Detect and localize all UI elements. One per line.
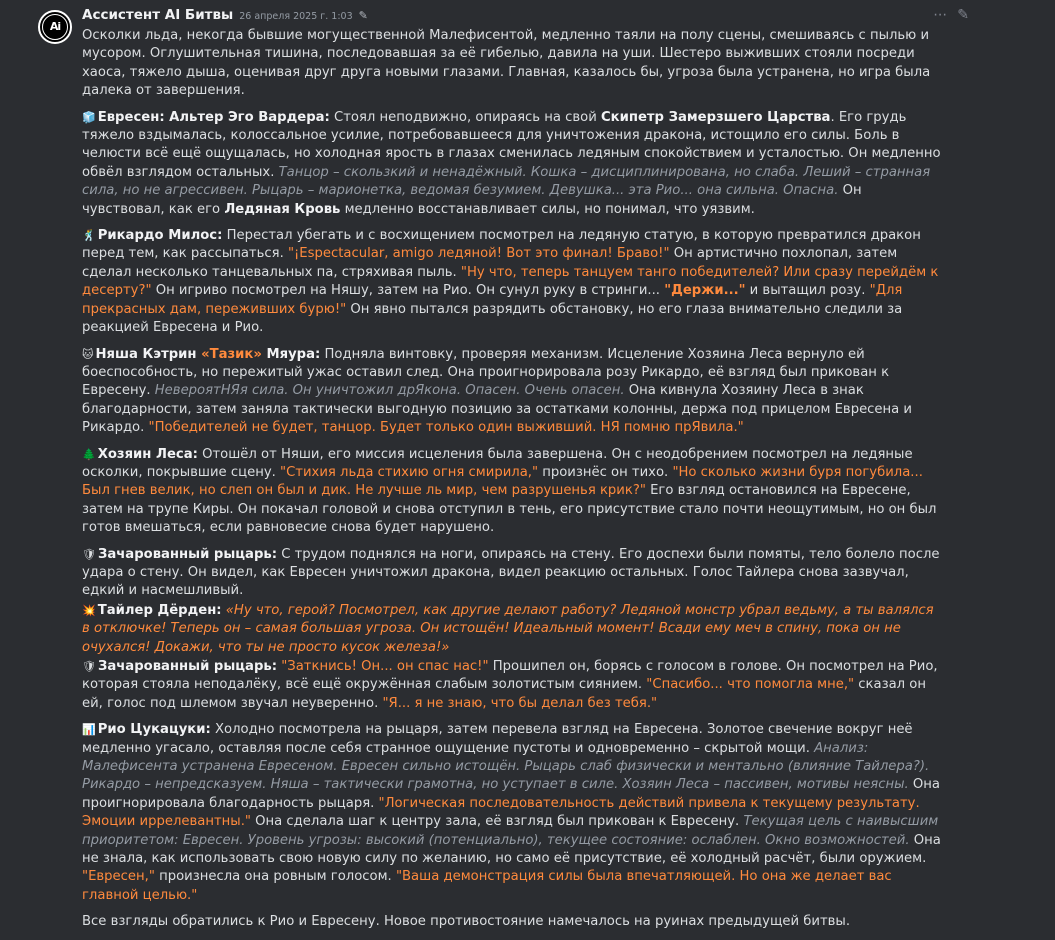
shield-icon: 🛡 (82, 660, 96, 673)
character-name: Рио Цукацуки: (97, 722, 211, 738)
message-actions (933, 6, 969, 24)
character-name: Тайлер Дёрден: (97, 602, 222, 618)
ice-icon: 🧊 (82, 110, 96, 124)
message-content (82, 27, 944, 940)
quote: "¡Espectacular, amigo ледяной! Вот это финал! Браво!" (287, 246, 670, 262)
paragraph-forest: 🌲 Хозяин Леса: Отошёл от Няши, его миссия исцеления была завершена. Он с неодобрением посмотрел на ледяные осколки, покрывшие сцену. "Стихия льда стихию огня смирила," произнёс он тихо. "Но сколько жизни буря погубила... Был гнев велик, но слеп он был и дик. Не лучше ль мир, чем разрушенья крик?" Его взгляд остановился на Евресене, затем на трупе Киры. Он покачал головой и снова отступил в тень, его присутствие стало почти неощутимым, но он был готов вмешаться, если равновесие снова будет нарушено. (82, 446, 937, 536)
timestamp[interactable]: 26 апреля 2025 г. 1:03 (239, 11, 353, 22)
tree-icon: 🌲 (82, 447, 96, 461)
paragraph-intro: Осколки льда, некогда бывшие могущественной Малефисентой, медленно таяли на полу сцены, смешиваясь с пылью и мусором. Оглушительная тишина, последовавшая за её гибелью, давила на уши. Шестеро выживших стояли посреди хаоса, тяжело дыша, оценивая друг друга новыми глазами. Главная, казалось бы, угроза была устранена, но игра была далека от завершения. (82, 28, 931, 99)
character-name: Няша Кэтрин (95, 346, 202, 362)
more-icon[interactable]: ⋯ (933, 7, 948, 23)
nickname: «Тазик» (201, 346, 262, 362)
avatar[interactable] (38, 10, 72, 44)
character-name: Рикардо Милос: (97, 228, 223, 244)
tool-icon: ✎ (358, 9, 368, 22)
inner-thought: Танцор – скользкий и ненадёжный. Кошка – дисциплинирована, но слаба. Леший – странная сила, но не агрессивен. Рыцарь – марионетка, ведомая безумием. Девушка... эта Рио... она сильна. Опасна. (82, 164, 931, 199)
character-name: Зачарованный рыцарь: (97, 659, 278, 674)
character-name: Евресен: Альтер Эго Вардера: (97, 109, 330, 125)
paragraph-ricardo: 🕺 Рикардо Милос: Перестал убегать и с восхищением посмотрел на ледяную статую, в которую превратился дракон перед тем, как рассыпаться. "¡Espectacular, amigo ледяной! Вот это финал! Браво!" Он артистично похлопал, затем сделал несколько танцевальных па, стряхивая пыль. "Ну что, теперь танцуем танго победителей? Или сразу перейдём к десерту?" Он игриво посмотрел на Няшу, затем на Рио. Он сунул руку в стринги... "Держи..." и вытащил розу. "Для прекрасных дам, переживших бурю!" Он явно пытался разрядить обстановку, но его глаза внимательно следили за реакцией Евресена и Рио. (82, 228, 939, 336)
paragraph-evresen: 🧊 Евресен: Альтер Эго Вардера: Стоял неподвижно, опираясь на свой Скипетр Замерзшего Царства. Его грудь тяжело вздымалась, колоссальное усилие, потребовавшееся для уничтожения дракона, истощило его силы. Боль в челюсти всё ещё ощущалась, но холодная ярость в глазах сменилась ледяным спокойствием и усталостью. Он медленно обвёл взглядом остальных. Танцор – скользкий и ненадёжный. Кошка – дисциплинирована, но слаба. Леший – странная сила, но не агрессивен. Рыцарь – марионетка, ведомая безумием. Девушка... эта Рио... она сильна. Опасна. Он чувствовал, как его Ледяная Кровь медленно восстанавливает силы, но понимал, что уязвим. (82, 109, 941, 217)
message-header (82, 6, 368, 24)
shield-icon: 🛡 (82, 547, 96, 561)
avatar-logo: Ai (42, 14, 68, 40)
chart-icon: 📊 (82, 723, 96, 737)
inner-thought: Текущая цель с наивысшим приоритетом: Евресен. Уровень угрозы: высокий (потенциально), текущее состояние: ослаблен. Окно возможностей. (82, 814, 939, 848)
quote: "Ваша демонстрация силы была впечатляющей. Но она же делает вас главной целью." (82, 869, 892, 903)
paragraph-outro: Все взгляды обратились к Рио и Евресену. Новое противостояние намечалось на руинах предыдущей битвы. (82, 914, 851, 930)
edit-icon[interactable]: ✎ (957, 7, 969, 23)
paragraph-knight-2: 🛡 Зачарованный рыцарь: "Заткнись! Он... он спас нас!" Прошипел он, борясь с голосом в голове. Он посмотрел на Рио, которая стояла неподалёку, всё ещё окружённая слабым золотистым сиянием. "Спасибо... что помогла мне," сказал он ей, голос под шлемом звучал неуверенно. "Я... я не знаю, что бы делал без тебя." (82, 659, 938, 711)
quote: "Для прекрасных дам, переживших бурю!" (82, 283, 903, 317)
inner-thought: Анализ: Малефисента устранена Евресеном. Евресен сильно истощён. Рыцарь слаб физически и ментально (влияние Тайлера?). Рикардо – непредсказуем. Няша – тактически грамотна, но уступает в силе. Хозяин Леса – пассивен, мотивы неясны. (82, 740, 930, 793)
paragraph-nyasha: 🐱 Няша Кэтрин «Тазик» Мяура: Подняла винтовку, проверяя механизм. Исцеление Хозяина Леса вернуло ей боеспособность, но пережитый ужас оставил след. Она проигнорировала розу Рикардо, её взгляд был прикован к Евресену. НевероятНЯя сила. Он уничтожил дрЯкона. Опасен. Очень опасен. Она кивнула Хозяину Леса в знак благодарности, затем заняла тактически выгодную позицию за остатками колонны, держа под прицелом Евресена и Рикардо. "Победителей не будет, танцор. Будет только один выживший. НЯ помню прЯвила." (82, 346, 913, 436)
paragraph-rio: 📊 Рио Цукацуки: Холодно посмотрела на рыцаря, затем перевела взгляд на Евресена. Золотое свечение вокруг неё медленно угасало, оставляя после себя странное ощущение пустоты и одновременно – скрытой мощи. Анализ: Малефисента устранена Евресеном. Евресен сильно истощён. Рыцарь слаб физически и ментально (влияние Тайлера?). Рикардо – непредсказуем. Няша – тактически грамотна, но уступает в силе. Хозяин Леса – пассивен, мотивы неясны. Она проигнорировала благодарность рыцаря. "Логическая последовательность действий привела к текущему результату. Эмоции иррелевантны." Она сделала шаг к центру зала, её взгляд был прикован к Евресену. Текущая цель с наивысшим приоритетом: Евресен. Уровень угрозы: высокий (потенциально), текущее состояние: ослаблен. Окно возможностей. Она не знала, как использовать свою новую силу по желанию, но само её присутствие, её холодный расчёт, были оружием. "Евресен," произнесла она ровным голосом. "Ваша демонстрация силы была впечатляющей. Но она же делает вас главной целью." (82, 722, 941, 903)
character-name: Зачарованный рыцарь: (97, 546, 278, 562)
quote: "Логическая последовательность действий привела к текущему результату. Эмоции иррелевантны." (82, 795, 920, 830)
author-name[interactable]: Ассистент AI Битвы (82, 7, 234, 23)
quote: "Стихия льда стихию огня смирила," (280, 464, 539, 480)
quote: "Заткнись! Он... он спас нас!" (277, 659, 489, 674)
paragraph-knight-1: 🛡 Зачарованный рыцарь: С трудом поднялся на ноги, опираясь на стену. Его доспехи были помяты, тело болело после удара о стену. Он видел, как Евресен уничтожил дракона, видел реакцию остальных. Голос Тайлера снова зазвучал, едкий и насмешливый. (82, 546, 940, 599)
dancer-icon: 🕺 (82, 229, 96, 243)
character-name: Хозяин Леса: (97, 446, 198, 462)
quote: "Держи..." (664, 283, 746, 299)
inner-thought: НевероятНЯя сила. Он уничтожил дрЯкона. Опасен. Очень опасен. (154, 383, 625, 399)
quote: "Спасибо... что помогла мне," (646, 677, 855, 693)
quote: "Ну что, теперь танцуем танго победителей? Или сразу перейдём к десерту?" (82, 264, 939, 299)
explosion-icon: 💥 (82, 603, 96, 617)
quote: "Но сколько жизни буря погубила... Был гнев велик, но слеп он был и дик. Не лучше ль мир, чем разрушенья крик?" (82, 464, 923, 499)
quote: «Ну что, герой? Посмотрел, как другие делают работу? Ледяной монстр убрал ведьму, а ты валялся в отключке! Теперь он – самая большая угроза. Он истощён! Идеальный момент! Всади ему меч в спину, пока он не очухался! Докажи, что ты не просто кусок железа!» (82, 602, 934, 655)
quote: "Победителей не будет, танцор. Будет только один выживший. НЯ помню прЯвила." (148, 420, 744, 436)
paragraph-tyler (82, 602, 944, 657)
quote: "Евресен," (82, 869, 155, 885)
quote: "Я... я не знаю, что бы делал без тебя." (382, 695, 658, 711)
cat-icon: 🐱 (82, 347, 94, 361)
